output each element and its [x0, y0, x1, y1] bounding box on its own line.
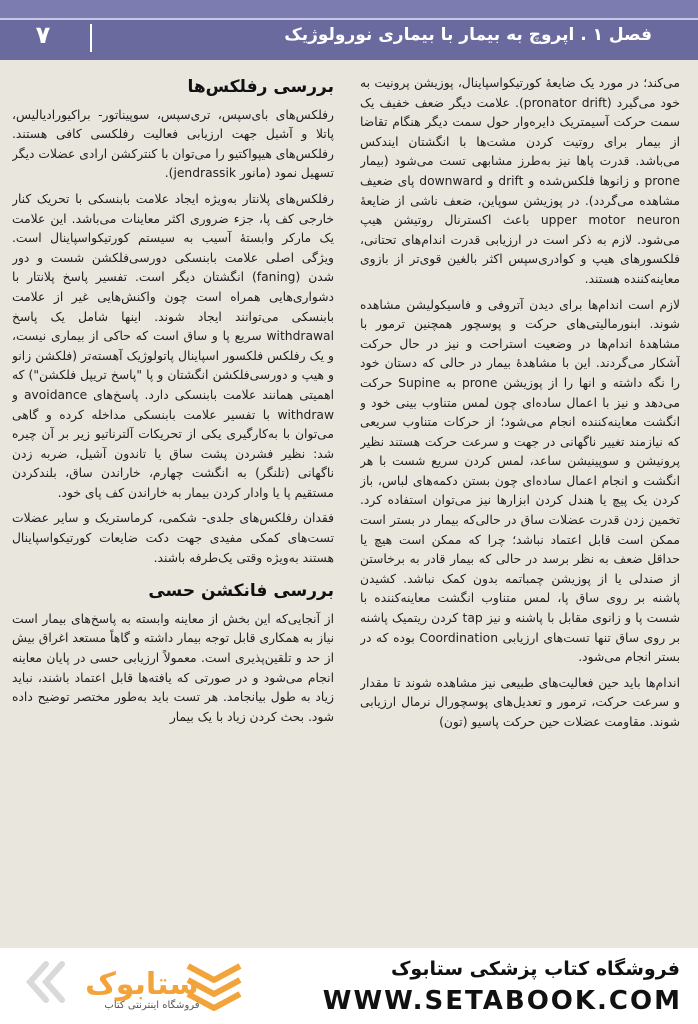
store-banner — [0, 948, 698, 1024]
section-heading-reflexes: بررسی رفلکس‌ها — [187, 77, 334, 97]
body-paragraph: رفلکس‌های پلانتار به‌ویژه ایجاد علامت بابنسکی با تحریک کنار خارجی کف پا، جزء ضروری اکثر معاینات می‌باشد. این علامت یک مارکر وابستهٔ آسیب به سیستم کورتیکواسپاینال است. ویژگی اصلی علامت بابنسکی دورسی‌فلکشن شست و دور شدن (faning) انگشتان دیگر است. تفسیر پاسخ پلانتار با دشواری‌هایی همراه است چون واکنش‌هایی غیر از علامت بابنسکی می‌توانند ایجاد شوند. اینها شامل یک پاسخ withdrawal سریع پا و ساق است که حاکی از بیماری نیست، و یک رفلکس فلکسور اسپاینال پاتولوژیک آهسته‌تر (فلکشن زانو و هیپ و دورسی‌فلکشن انگشتان و پا "پاسخ تریپل فلکشن") که اهمیتی همانند علامت بابنسکی دارد. پاسخ‌های avoidance و withdraw با تفسیر علامت بابنسکی مداخله کرده و گاهی می‌توان با به‌کارگیری یکی از تحریکات آلترناتیو زیر بر آن چیره شد: نظیر فشردن پشت ساق یا تاندون آشیل، ضربه زدن ناگهانی (تلنگر) به انگشت چهارم، خاراندن ساق، بلندکردن مستقیم پا یا وادار کردن بیمار به خاراندن کف پای خود. — [12, 191, 334, 500]
store-url[interactable]: WWW.SETABOOK.COM — [322, 986, 682, 1016]
page-body — [0, 60, 698, 948]
left-column — [12, 74, 334, 948]
logo-wordmark: ستابوک — [85, 967, 199, 1002]
page-number-separator — [90, 24, 92, 52]
page-number: ۷ — [35, 21, 51, 49]
logo-tagline: فروشگاه اینترنتی کتاب — [104, 1000, 200, 1011]
header-divider — [0, 18, 698, 20]
body-paragraph: لازم است اندام‌ها برای دیدن آتروفی و فاسیکولیشن مشاهده شوند. ابنورمالیتی‌های حرکت و پوسچور همچنین ترمور با مشاهدهٔ اندام‌ها در وضعیت استراحت و نیز در حال حرکت آشکار می‌گردند. این با مشاهدهٔ بیمار در حالی که دستان خود را نگه داشته و انها را از پوزیشن prone به Supine حرکت می‌دهد و نیز با اعمال ساده‌ای چون لمس متناوب بینی خود و انگشت معاینه‌کننده انجام می‌شود؛ از حرکات متناوب سریعی که نیازمند تغییر ناگهانی در جهت و سرعت حرکت هستند نظیر پرونیشن و سوپینیشن ساعد، لمس کردن سریع شست با هر انگشت و انجام اعمال ساده‌ای چون بستن دکمه‌های لباس، باز کردن یک پیچ یا هندل کردن ابزارها نیز می‌توان استفاده کرد. تخمین زدن قدرت عضلات ساق در حالی‌که بیمار در بستر است ممکن است قابل اعتماد نباشد؛ چرا که ممکن است هیچ یا حداقل ضعف به نظر برسد در حالی که بیمار قادر به برخاستن از صندلی یا از پوزیشن چمباتمه بدون کمک نباشد. کشیدن پاشنه بر روی ساق پا، لمس متناوب انگشت معاینه‌کننده با شست پا و زانوی مقابل با پاشنه و نیز tap کردن ریتمیک پاشنه بر روی ساق تنها تست‌های ارزیابی Coordination بوده که در بستر انجام می‌شود. — [360, 297, 680, 665]
body-paragraph: از آنجایی‌که این بخش از معاینه وابسته به پاسخ‌های بیمار است نیاز به همکاری قابل توجه بیمار داشته و گاهاً مستعد اغراق بیش از حد و تلقین‌پذیری است. معمولاً ارزیابی حسی در پایان معاینه انجام می‌شود و در صورتی که یافته‌ها قابل اعتماد باشند، نباید زیاد به طول بیانجامد. هر تست باید به‌طور مختصر توضیح داده شود. بحث کردن زیاد با یک بیمار — [12, 611, 334, 724]
body-paragraph: رفلکس‌های بای‌سپس، تری‌سپس، سوپیناتور- براکیورادیالیس، پاتلا و آشیل جهت ارزیابی فعالیت رفلکسی کافی هستند. رفلکس‌های هیپواکتیو را می‌توان با کنترکشن ارادی عضلات دیگر تسهیل نمود (مانور jendrassik). — [12, 107, 334, 181]
body-paragraph: می‌کند؛ در مورد یک ضایعهٔ کورتیکواسپاینال، پوزیشن پرونیت به خود می‌گیرد (pronator drift). علامت دیگر ضعف خفیف یک سمت حرکت آسیمتریک دایره‌وار حول سمت دیگر هنگام تقاضا از بیمار برای روتیت کردن مشت‌ها با انگشتان ایندکس می‌باشد. قدرت پاها نیز به‌طرز مشابهی تست می‌شود (بیمار prone و زانوها فلکس‌شده و drift و downward پای ضعیف مشاهده می‌گردد). در پوزیشن سوپاین، ضعف ناشی از ضایعهٔ upper motor neuron باعث اکسترنال روتیشن هیپ می‌شود. لازم به ذکر است در ارزیابی قدرت اندام‌های تحتانی، فلکسورهای هیپ و کوادری‌سپس اکثر بالغین قوی‌تر از بازوی معاینه‌کننده هستند. — [360, 76, 680, 286]
right-column — [360, 74, 680, 948]
double-chevron-icon — [30, 964, 62, 1000]
body-paragraph: اندام‌ها باید حین فعالیت‌های طبیعی نیز مشاهده شوند تا مقدار و سرعت حرکت، ترمور و تعدیل‌های پوسچورال نرمال ارزیابی شوند. مقاومت عضلات حین حرکت پاسیو (تون) — [360, 675, 680, 729]
chapter-header — [0, 0, 698, 60]
store-name: فروشگاه کتاب پزشکی ستابوک — [390, 958, 680, 980]
setabook-logo — [22, 956, 272, 1018]
body-paragraph: فقدان رفلکس‌های جلدی- شکمی، کرماستریک و سایر عضلات تست‌های کمکی مفیدی جهت دکت ضایعات کورتیکواسپاینال هستند به‌ویژه وقتی یک‌طرفه باشند. — [12, 511, 334, 565]
header-top-band — [0, 0, 698, 18]
section-heading-sensory: بررسی فانکشن حسی — [148, 581, 334, 602]
chapter-title: فصل ۱ . اپروچ به بیمار با بیماری نورولوژیک — [284, 25, 652, 45]
